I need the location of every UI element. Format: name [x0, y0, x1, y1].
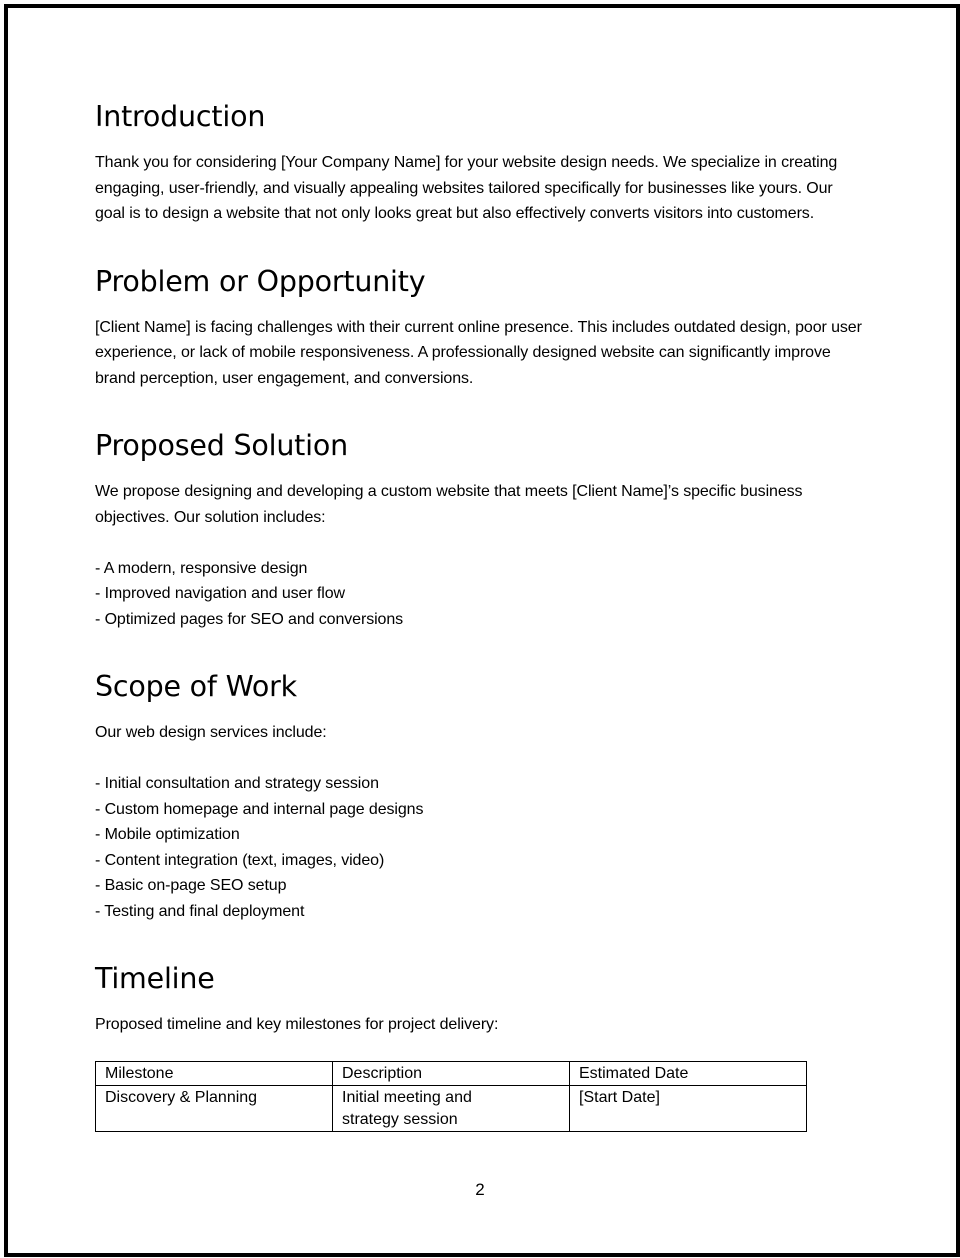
- table-row: [96, 1085, 807, 1131]
- section-heading: Scope of Work: [95, 670, 297, 703]
- document-body: [95, 96, 865, 1166]
- list-item: - Mobile optimization: [95, 822, 865, 848]
- timeline-table: [95, 1061, 807, 1132]
- section-introduction: [95, 96, 865, 227]
- section-heading: Introduction: [95, 100, 266, 133]
- section-paragraph: Proposed timeline and key milestones for project delivery:: [95, 1016, 499, 1033]
- table-cell: Initial meeting and strategy session: [333, 1085, 570, 1131]
- list-item: - Content integration (text, images, video): [95, 848, 865, 874]
- list-item: - Custom homepage and internal page designs: [95, 797, 865, 823]
- table-header-cell: Estimated Date: [570, 1061, 807, 1085]
- list-item: - Initial consultation and strategy session: [95, 771, 865, 797]
- list-item: - Optimized pages for SEO and conversions: [95, 607, 865, 633]
- list-item: - A modern, responsive design: [95, 556, 865, 582]
- section-paragraph: We propose designing and developing a custom website that meets [Client Name]’s specific business objectives. Our solution includes:: [95, 483, 803, 526]
- table-header-row: [96, 1061, 807, 1085]
- list-item: - Testing and final deployment: [95, 899, 865, 925]
- section-scope-of-work: [95, 666, 865, 924]
- section-paragraph: Thank you for considering [Your Company Name] for your website design needs. We specialize in creating engaging, user-friendly, and visually appealing websites tailored specifically for businesses like yours. Our goal is to design a website that not only looks great but also effectively converts visitors into customers.: [95, 154, 838, 222]
- page-number: 2: [475, 1180, 485, 1199]
- section-paragraph: Our web design services include:: [95, 724, 327, 741]
- table-header-cell: Milestone: [96, 1061, 333, 1085]
- section-proposed-solution: [95, 425, 865, 632]
- section-heading: Proposed Solution: [95, 429, 348, 462]
- section-heading: Timeline: [95, 962, 215, 995]
- table-header-cell: Description: [333, 1061, 570, 1085]
- table-cell: [Start Date]: [570, 1085, 807, 1131]
- table-cell: Discovery & Planning: [96, 1085, 333, 1131]
- list-item: - Basic on-page SEO setup: [95, 873, 865, 899]
- section-heading: Problem or Opportunity: [95, 264, 426, 298]
- bullet-list: [95, 771, 865, 924]
- bullet-list: [95, 556, 865, 633]
- list-item: - Improved navigation and user flow: [95, 581, 865, 607]
- section-problem-or-opportunity: [95, 261, 865, 392]
- section-paragraph: [Client Name] is facing challenges with their current online presence. This includes outdated design, poor user experience, or lack of mobile responsiveness. A professionally designed website can significantly improve brand perception, user engagement, and conversions.: [95, 318, 862, 387]
- section-timeline: [95, 958, 865, 1132]
